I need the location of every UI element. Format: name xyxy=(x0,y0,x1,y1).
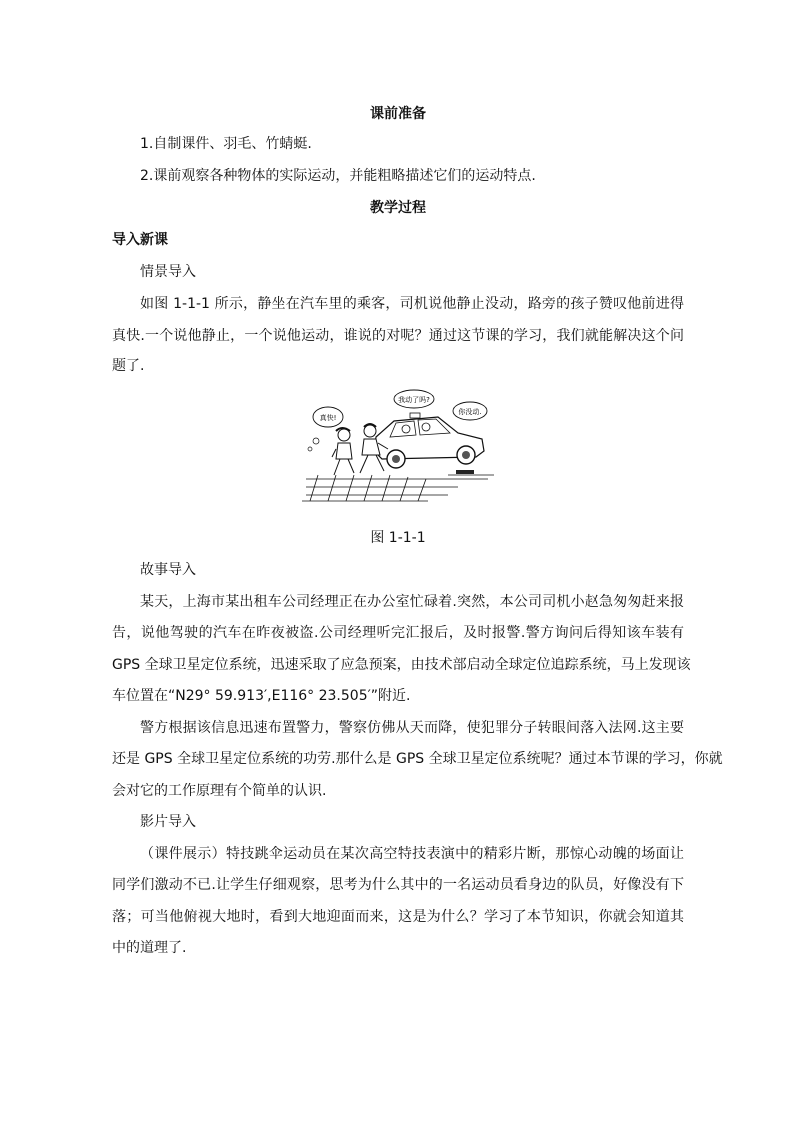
film-line-3: 落；可当他俯视大地时，看到大地迎面而来，这是为什么？学习了本节知识，你就会知道其 xyxy=(112,909,684,925)
figure-caption: 图 1-1-1 xyxy=(370,530,426,546)
figure-illustration xyxy=(298,387,494,503)
story-p2-line-2: 还是 GPS 全球卫星定位系统的功劳.那什么是 GPS 全球卫星定位系统呢？通过本节课的学习，你就 xyxy=(112,751,723,767)
prep-item-1: 1.自制课件、羽毛、竹蜻蜓. xyxy=(140,136,312,152)
car-and-children-illustration xyxy=(298,387,494,503)
heading-preparation: 课前准备 xyxy=(370,106,426,122)
story-p2-line-3: 会对它的工作原理有个简单的认识. xyxy=(112,783,327,799)
scene-title: 情景导入 xyxy=(140,264,196,280)
story-p1-line-4: 车位置在“N29° 59.913′,E116° 23.505′”附近. xyxy=(112,688,411,704)
film-title: 影片导入 xyxy=(140,814,196,830)
film-line-1: （课件展示）特技跳伞运动员在某次高空特技表演中的精彩片断，那惊心动魄的场面让 xyxy=(140,846,684,862)
subheading-intro: 导入新课 xyxy=(112,232,168,248)
heading-teaching-process: 教学过程 xyxy=(370,200,426,216)
film-line-4: 中的道理了. xyxy=(112,940,187,956)
bubble-text-child: 真快! xyxy=(319,414,337,422)
prep-item-2: 2.课前观察各种物体的实际运动，并能粗略描述它们的运动特点. xyxy=(140,168,536,184)
film-line-2: 同学们激动不已.让学生仔细观察，思考为什么其中的一名运动员看身边的队员，好像没有下 xyxy=(112,877,684,893)
story-p1-line-1: 某天，上海市某出租车公司经理正在办公室忙碌着.突然，本公司司机小赵急匆匆赶来报 xyxy=(140,594,684,610)
bubble-text-driver: 你没动. xyxy=(458,408,482,416)
scene-line-2: 真快.一个说他静止，一个说他运动，谁说的对呢？通过这节课的学习，我们就能解决这个问 xyxy=(112,328,684,344)
scene-line-1: 如图 1-1-1 所示，静坐在汽车里的乘客，司机说他静止没动，路旁的孩子赞叹他前进得 xyxy=(140,296,684,312)
story-p1-line-3: GPS 全球卫星定位系统，迅速采取了应急预案，由技术部启动全球定位追踪系统，马上发现该 xyxy=(112,657,691,673)
story-title: 故事导入 xyxy=(140,562,196,578)
scene-line-3: 题了. xyxy=(112,358,145,374)
bubble-text-passenger: 我动了吗? xyxy=(398,396,430,404)
story-p1-line-2: 告，说他驾驶的汽车在昨夜被盗.公司经理听完汇报后，及时报警.警方询问后得知该车装有 xyxy=(112,625,684,641)
story-p2-line-1: 警方根据该信息迅速布置警力，警察仿佛从天而降，使犯罪分子转眼间落入法网.这主要 xyxy=(140,720,684,736)
